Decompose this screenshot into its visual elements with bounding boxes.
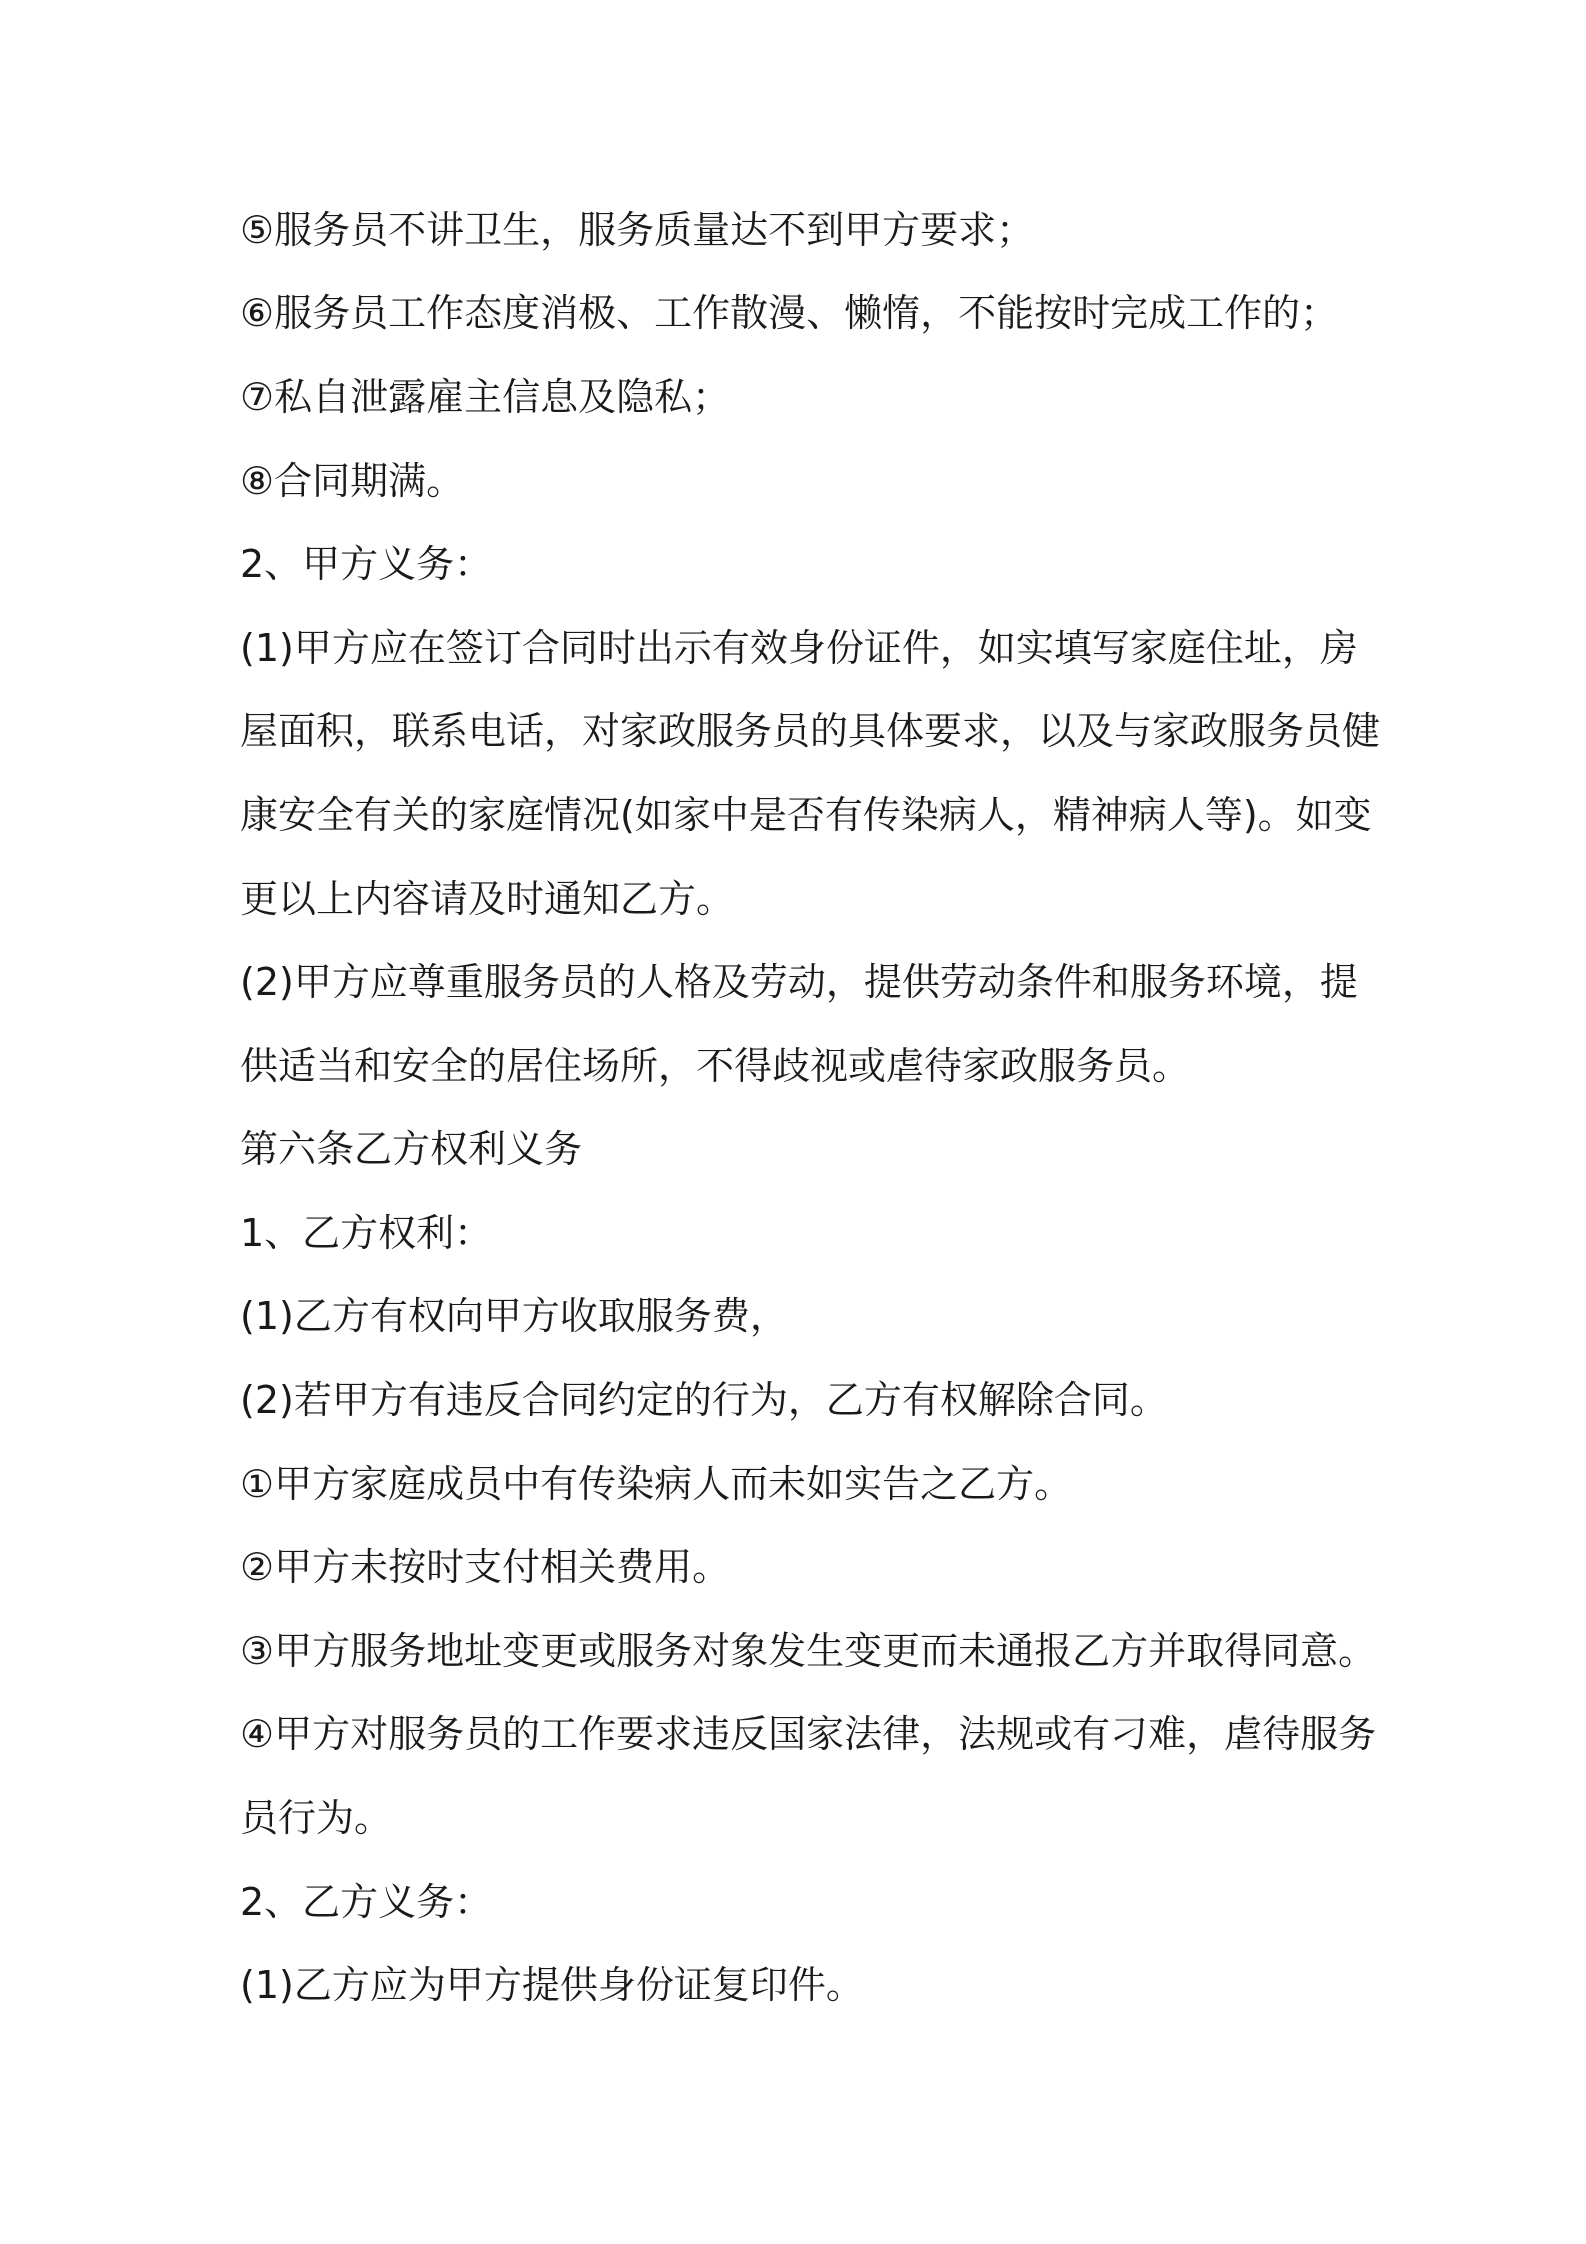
party-b-rights-heading: 1、乙方权利： <box>240 1211 493 1255</box>
party-b-obligations-heading: 2、乙方义务： <box>240 1880 493 1924</box>
clause-8-expiry: ⑧合同期满。 <box>240 459 465 503</box>
party-b-right-1: (1)乙方有权向甲方收取服务费， <box>240 1294 788 1338</box>
termination-reason-1: ①甲方家庭成员中有传染病人而未如实告之乙方。 <box>240 1462 1073 1506</box>
party-a-obligation-1-line-4: 更以上内容请及时通知乙方。 <box>240 877 735 921</box>
party-a-obligation-2-line-2: 供适当和安全的居住场所，不得歧视或虐待家政服务员。 <box>240 1044 1191 1088</box>
termination-reason-4-line-1: ④甲方对服务员的工作要求违反国家法律，法规或有刁难，虐待服务 <box>240 1712 1377 1756</box>
party-b-obligation-1: (1)乙方应为甲方提供身份证复印件。 <box>240 1963 864 2007</box>
termination-reason-4-line-2: 员行为。 <box>240 1796 393 1840</box>
clause-5-hygiene: ⑤服务员不讲卫生，服务质量达不到甲方要求； <box>240 208 1035 252</box>
party-a-obligations-heading: 2、甲方义务： <box>240 542 493 586</box>
party-a-obligation-1-line-2: 屋面积，联系电话，对家政服务员的具体要求，以及与家政服务员健 <box>240 709 1381 753</box>
party-b-right-2: (2)若甲方有违反合同约定的行为，乙方有权解除合同。 <box>240 1378 1168 1422</box>
party-a-obligation-1-line-3: 康安全有关的家庭情况(如家中是否有传染病人，精神病人等)。如变 <box>240 793 1372 837</box>
clause-7-privacy: ⑦私自泄露雇主信息及隐私； <box>240 375 731 419</box>
article-6-heading: 第六条乙方权利义务 <box>240 1127 583 1171</box>
termination-reason-2: ②甲方未按时支付相关费用。 <box>240 1545 731 1589</box>
termination-reason-3: ③甲方服务地址变更或服务对象发生变更而未通报乙方并取得同意。 <box>240 1629 1377 1673</box>
party-a-obligation-2-line-1: (2)甲方应尊重服务员的人格及劳动，提供劳动条件和服务环境，提 <box>240 960 1358 1004</box>
clause-6-attitude: ⑥服务员工作态度消极、工作散漫、懒惰，不能按时完成工作的； <box>240 291 1339 335</box>
party-a-obligation-1-line-1: (1)甲方应在签订合同时出示有效身份证件，如实填写家庭住址，房 <box>240 626 1358 670</box>
